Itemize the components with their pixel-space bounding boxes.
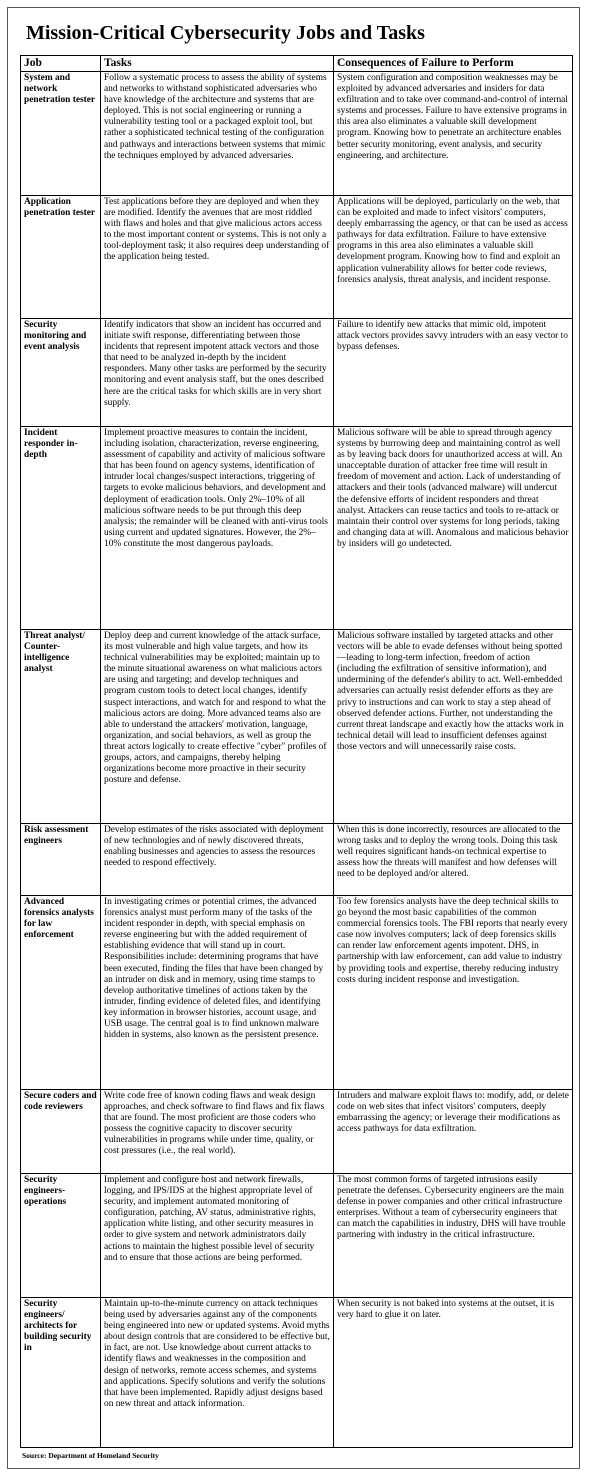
job-cell: Threat analyst/ Counter-intelligence analyst [21, 630, 101, 824]
column-header-job: Job [21, 56, 101, 72]
table-row [21, 1090, 573, 1174]
job-cell: Security engineers/ architects for building security in [21, 1298, 101, 1448]
consequences-cell: Too few forensics analysts have the deep technical skills to go beyond the most basic capabilities of the common commercial forensics tools. The FBI reports that nearly every case now involves computers; lack of deep forensics skills can render law enforcement agents impotent. DHS, in partnership with law enforcement, can add value to industry by providing tools and expertise, thereby reducing industry costs during incident response and investigation. [334, 896, 573, 1090]
jobs-table [20, 55, 573, 1448]
source-note: Source: Department of Homeland Security [22, 1451, 159, 1460]
consequences-cell: When this is done incorrectly, resources are allocated to the wrong tasks and to deploy the wrong tools. Doing this task well requires significant hands-on technical expertise to assess how the threats will manifest and how defenses will need to be deployed and/or altered. [334, 824, 573, 896]
job-cell: System and network penetration tester [21, 72, 101, 196]
table-row [21, 630, 573, 824]
tasks-cell: Write code free of known coding flaws and weak design approaches, and check software to find flaws and fix flaws that are found. The most proficient are those coders who possess the cognitive capacity to discover security vulnerabilities in programs while under time, quality, or cost pressures (i.e., the real world). [101, 1090, 334, 1174]
tasks-cell: Follow a systematic process to assess the ability of systems and networks to withstand sophisticated adversaries who have knowledge of the architecture and systems that are deployed. This is not social engineering or running a vulnerability testing tool or a packaged exploit tool, but rather a sophisticated technical testing of the configuration and pathways and interactions between systems that mimic the techniques employed by advanced adversaries. [101, 72, 334, 196]
column-header-consequences: Consequences of Failure to Perform [334, 56, 573, 72]
table-row [21, 72, 573, 196]
consequences-cell: Malicious software installed by targeted attacks and other vectors will be able to evade defenses without being spotted—leading to long-term infection, freedom of action (including the exfiltration of sensitive information), and undermining of the defender's ability to act. Well-embedded adversaries can actually resist defender efforts as they are privy to instructions and can work to stay a step ahead of observed defender actions. Further, not understanding the current threat landscape and exactly how the attacks work in technical detail will lead to insufficient defenses against those vectors and will unnecessarily raise costs. [334, 630, 573, 824]
consequences-cell: When security is not baked into systems at the outset, it is very hard to glue it on later. [334, 1298, 573, 1448]
consequences-cell: Malicious software will be able to spread through agency systems by burrowing deep and maintaining control as well as by leaving back doors for unauthorized access at will. An unacceptable duration of attacker free time will result in freedom of movement and action. Lack of understanding of attackers and their tools (advanced malware) will undercut the defensive efforts of incident responders and threat analyst. Attackers can reuse tactics and tools to re-attack or maintain their control over systems for long periods, taking and changing data at will. Anomalous and malicious behavior by insiders will go undetected. [334, 427, 573, 630]
column-header-tasks: Tasks [101, 56, 334, 72]
tasks-cell: Test applications before they are deployed and when they are modified. Identify the avenues that are most riddled with flaws and holes and that give malicious actors access to the most important content or systems. This is not only a tool-deployment task; it also requires deep understanding of the application being tested. [101, 196, 334, 319]
table-row [21, 896, 573, 1090]
job-cell: Secure coders and code reviewers [21, 1090, 101, 1174]
table-row [21, 1174, 573, 1298]
table-row [21, 196, 573, 319]
consequences-cell: Failure to identify new attacks that mimic old, impotent attack vectors provides savvy intruders with an easy vector to bypass defenses. [334, 319, 573, 427]
tasks-cell: Implement and configure host and network firewalls, logging, and IPS/IDS at the highest appropriate level of security, and implement automated monitoring of configuration, patching, AV status, administrative rights, application white listing, and other security measures in order to give system and network administrators daily actions to maintain the highest possible level of security and to ensure that those actions are being performed. [101, 1174, 334, 1298]
document-title: Mission-Critical Cybersecurity Jobs and Tasks [26, 22, 425, 44]
tasks-cell: Implement proactive measures to contain the incident, including isolation, characterization, reverse engineering, assessment of capability and activity of malicious software that has been found on agency systems, identification of intruder local changes/suspect interactions, triggering of targets to evoke malicious behaviors, and development and deployment of eradication tools. Only 2%–10% of all malicious software needs to be put through this deep analysis; the remainder will be cleaned with anti-virus tools using current and updated signatures. However, the 2%–10% constitute the most dangerous payloads. [101, 427, 334, 630]
job-cell: Risk assessment engineers [21, 824, 101, 896]
tasks-cell: In investigating crimes or potential crimes, the advanced forensics analyst must perform many of the tasks of the incident responder in depth, with special emphasis on reverse engineering but with the added requirement of establishing evidence that will stand up in court. Responsibilities include: determining programs that have been executed, finding the files that have been changed by an intruder on disk and in memory, using time stamps to develop authoritative timelines of actions taken by the intruder, finding evidence of deleted files, and identifying key information in browser histories, account usage, and USB usage. The central goal is to find unknown malware hidden in systems, also known as the persistent presence. [101, 896, 334, 1090]
table-row [21, 427, 573, 630]
tasks-cell: Develop estimates of the risks associated with deployment of new technologies and of newly discovered threats, enabling businesses and agencies to assess the resources needed to respond effectively. [101, 824, 334, 896]
tasks-cell: Identify indicators that show an incident has occurred and initiate swift response, differentiating between those incidents that represent impotent attack vectors and those that need to be analyzed in-depth by the incident responders. Many other tasks are performed by the security monitoring and event analysis staff, but the ones described here are the critical tasks for which skills are in very short supply. [101, 319, 334, 427]
consequences-cell: Intruders and malware exploit flaws to: modify, add, or delete code on web sites that infect visitors' computers, deeply embarrassing the agency; or leverage their modifications as access pathways for data exfiltration. [334, 1090, 573, 1174]
tasks-cell: Deploy deep and current knowledge of the attack surface, its most vulnerable and high value targets, and how its technical vulnerabilities may be exploited; maintain up to the minute situational awareness on what malicious actors are using and targeting; and develop techniques and program custom tools to detect local changes, identify suspect interactions, and watch for and respond to what the malicious actors are doing. More advanced teams also are able to understand the attackers' motivation, language, organization, and social behaviors, as well as group the threat actors logically to create effective "cyber" profiles of groups, actors, and campaigns, thereby helping organizations become more proactive in their security posture and defense. [101, 630, 334, 824]
consequences-cell: System configuration and composition weaknesses may be exploited by advanced adversaries and insiders for data exfiltration and to take over command-and-control of internal systems and processes. Failure to have extensive programs in this area also eliminates a valuable skill development program. Knowing how to penetrate an architecture enables better security monitoring, event analysis, and security engineering, and architecture. [334, 72, 573, 196]
job-cell: Incident responder in-depth [21, 427, 101, 630]
table-row [21, 1298, 573, 1448]
consequences-cell: The most common forms of targeted intrusions easily penetrate the defenses. Cybersecurity engineers are the main defense in power companies and other critical infrastructure enterprises. Without a team of cybersecurity engineers that can match the capabilities in industry, DHS will have trouble partnering with industry in the critical infrastructure. [334, 1174, 573, 1298]
job-cell: Security monitoring and event analysis [21, 319, 101, 427]
table-header-row [21, 56, 573, 72]
job-cell: Security engineers-operations [21, 1174, 101, 1298]
job-cell: Advanced forensics analysts for law enforcement [21, 896, 101, 1090]
job-cell: Application penetration tester [21, 196, 101, 319]
table-row [21, 824, 573, 896]
table-row [21, 319, 573, 427]
tasks-cell: Maintain up-to-the-minute currency on attack techniques being used by adversaries against any of the components being engineered into new or updated systems. Avoid myths about design controls that are considered to be effective but, in fact, are not. Use knowledge about current attacks to identify flaws and weaknesses in the composition and design of networks, remote access schemes, and systems and applications. Specify solutions and verify the solutions that have been implemented. Rapidly adjust designs based on new threat and attack information. [101, 1298, 334, 1448]
consequences-cell: Applications will be deployed, particularly on the web, that can be exploited and made to infect visitors' computers, deeply embarrassing the agency, or that can be used as access pathways for data exfiltration. Failure to have extensive programs in this area also eliminates a valuable skill development program. Knowing how to find and exploit an application vulnerability allows for better code reviews, forensics analysis, threat analysis, and incident response. [334, 196, 573, 319]
